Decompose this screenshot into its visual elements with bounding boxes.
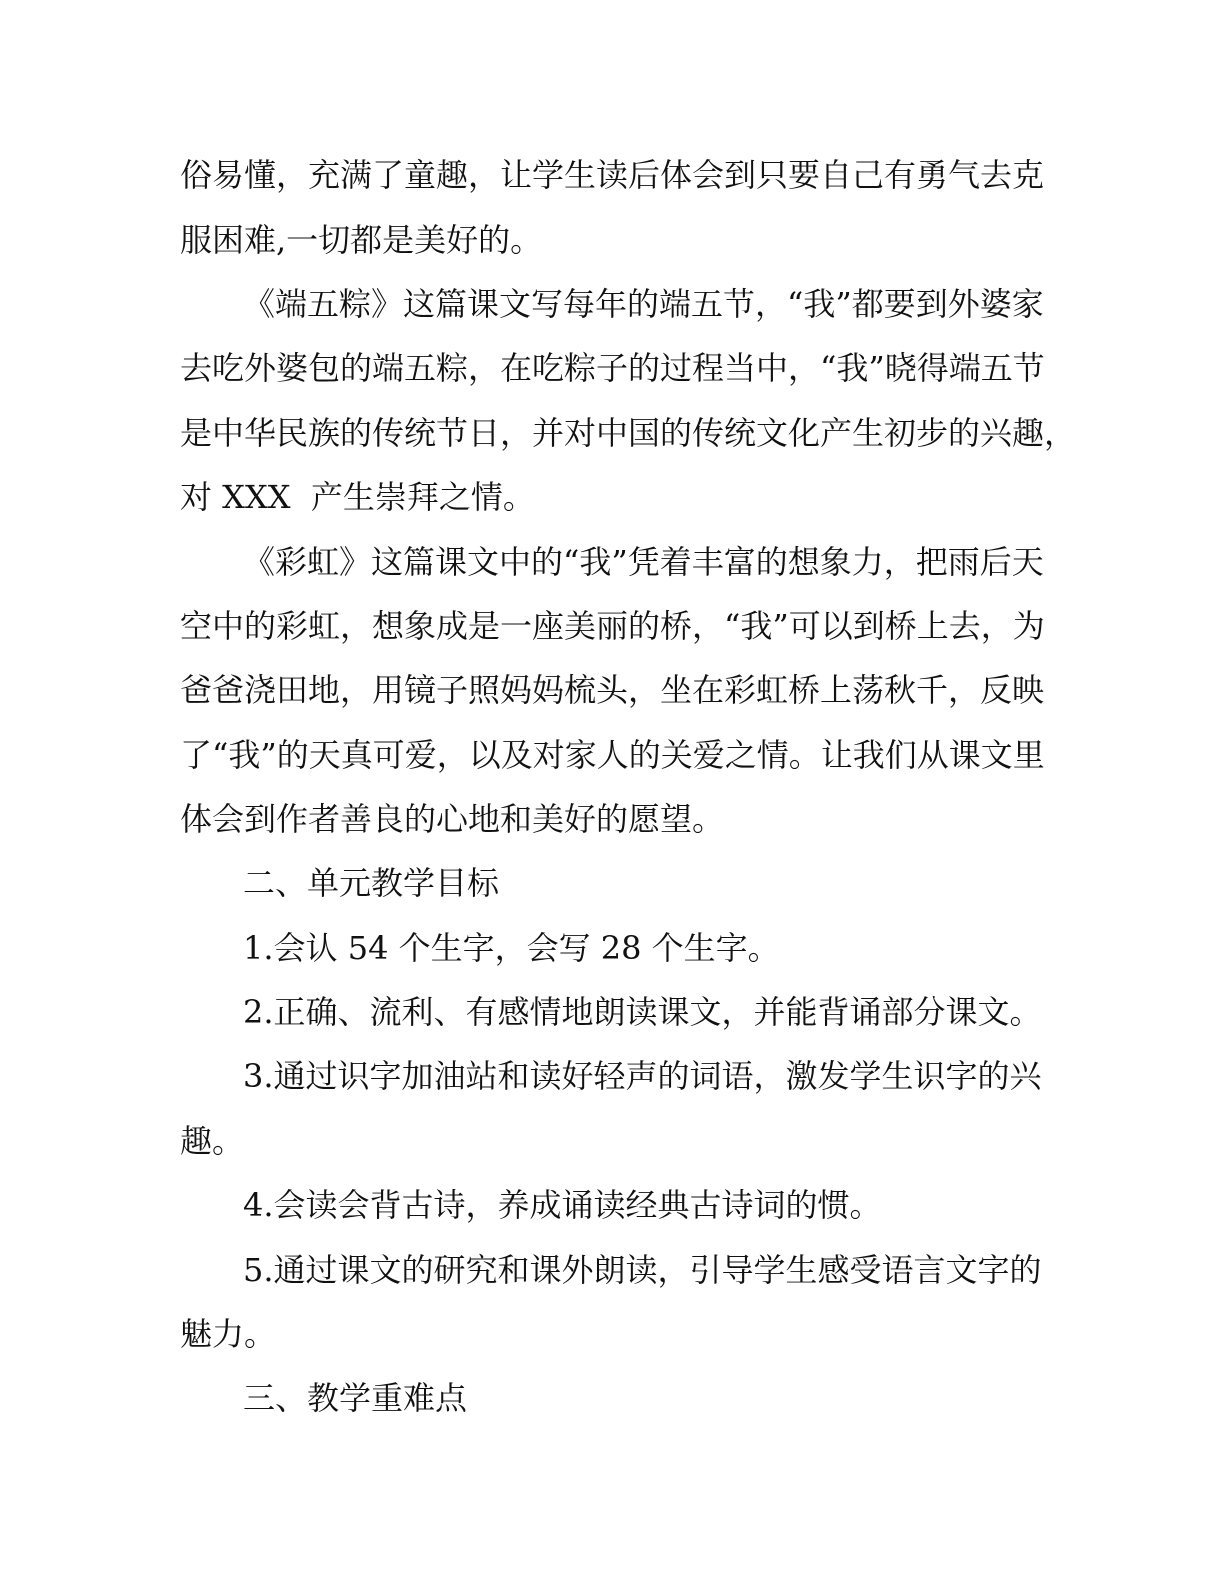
list-item: 5.通过课文的研究和课外朗读，引导学生感受语言文字的 [243, 1251, 1042, 1289]
paragraph-line: 了“我”的天真可爱，以及对家人的关爱之情。让我们从课文里 [180, 736, 1045, 774]
paragraph-line: 空中的彩虹，想象成是一座美丽的桥，“我”可以到桥上去，为 [180, 607, 1045, 645]
paragraph-line: 《端五粽》这篇课文写每年的端五节，“我”都要到外婆家 [243, 285, 1044, 323]
list-item: 3.通过识字加油站和读好轻声的词语，激发学生识字的兴 [243, 1057, 1042, 1095]
list-item: 4.会读会背古诗，养成诵读经典古诗词的惯。 [243, 1186, 882, 1224]
list-item: 1.会认 54 个生字，会写 28 个生字。 [243, 929, 780, 967]
paragraph-line: 服困难,一切都是美好的。 [180, 221, 543, 259]
paragraph-line: 对 XXX 产生崇拜之情。 [180, 478, 535, 516]
paragraph-line: 去吃外婆包的端五粽，在吃粽子的过程当中，“我”晓得端五节 [180, 349, 1045, 387]
paragraph-line: 爸爸浇田地，用镜子照妈妈梳头，坐在彩虹桥上荡秋千，反映 [180, 671, 1045, 709]
paragraph-line: 《彩虹》这篇课文中的“我”凭着丰富的想象力，把雨后天 [243, 543, 1044, 581]
list-item: 2.正确、流利、有感情地朗读课文，并能背诵部分课文。 [243, 993, 1042, 1031]
section-heading: 二、单元教学目标 [243, 864, 500, 902]
paragraph-line: 体会到作者善良的心地和美好的愿望。 [180, 800, 725, 838]
list-item-continuation: 趣。 [180, 1122, 245, 1160]
list-item-continuation: 魅力。 [180, 1315, 277, 1353]
paragraph-line: 是中华民族的传统节日，并对中国的传统文化产生初步的兴趣， [180, 414, 1077, 452]
section-heading: 三、教学重难点 [243, 1379, 468, 1417]
paragraph-line: 俗易懂，充满了童趣，让学生读后体会到只要自己有勇气去克 [180, 156, 1045, 194]
